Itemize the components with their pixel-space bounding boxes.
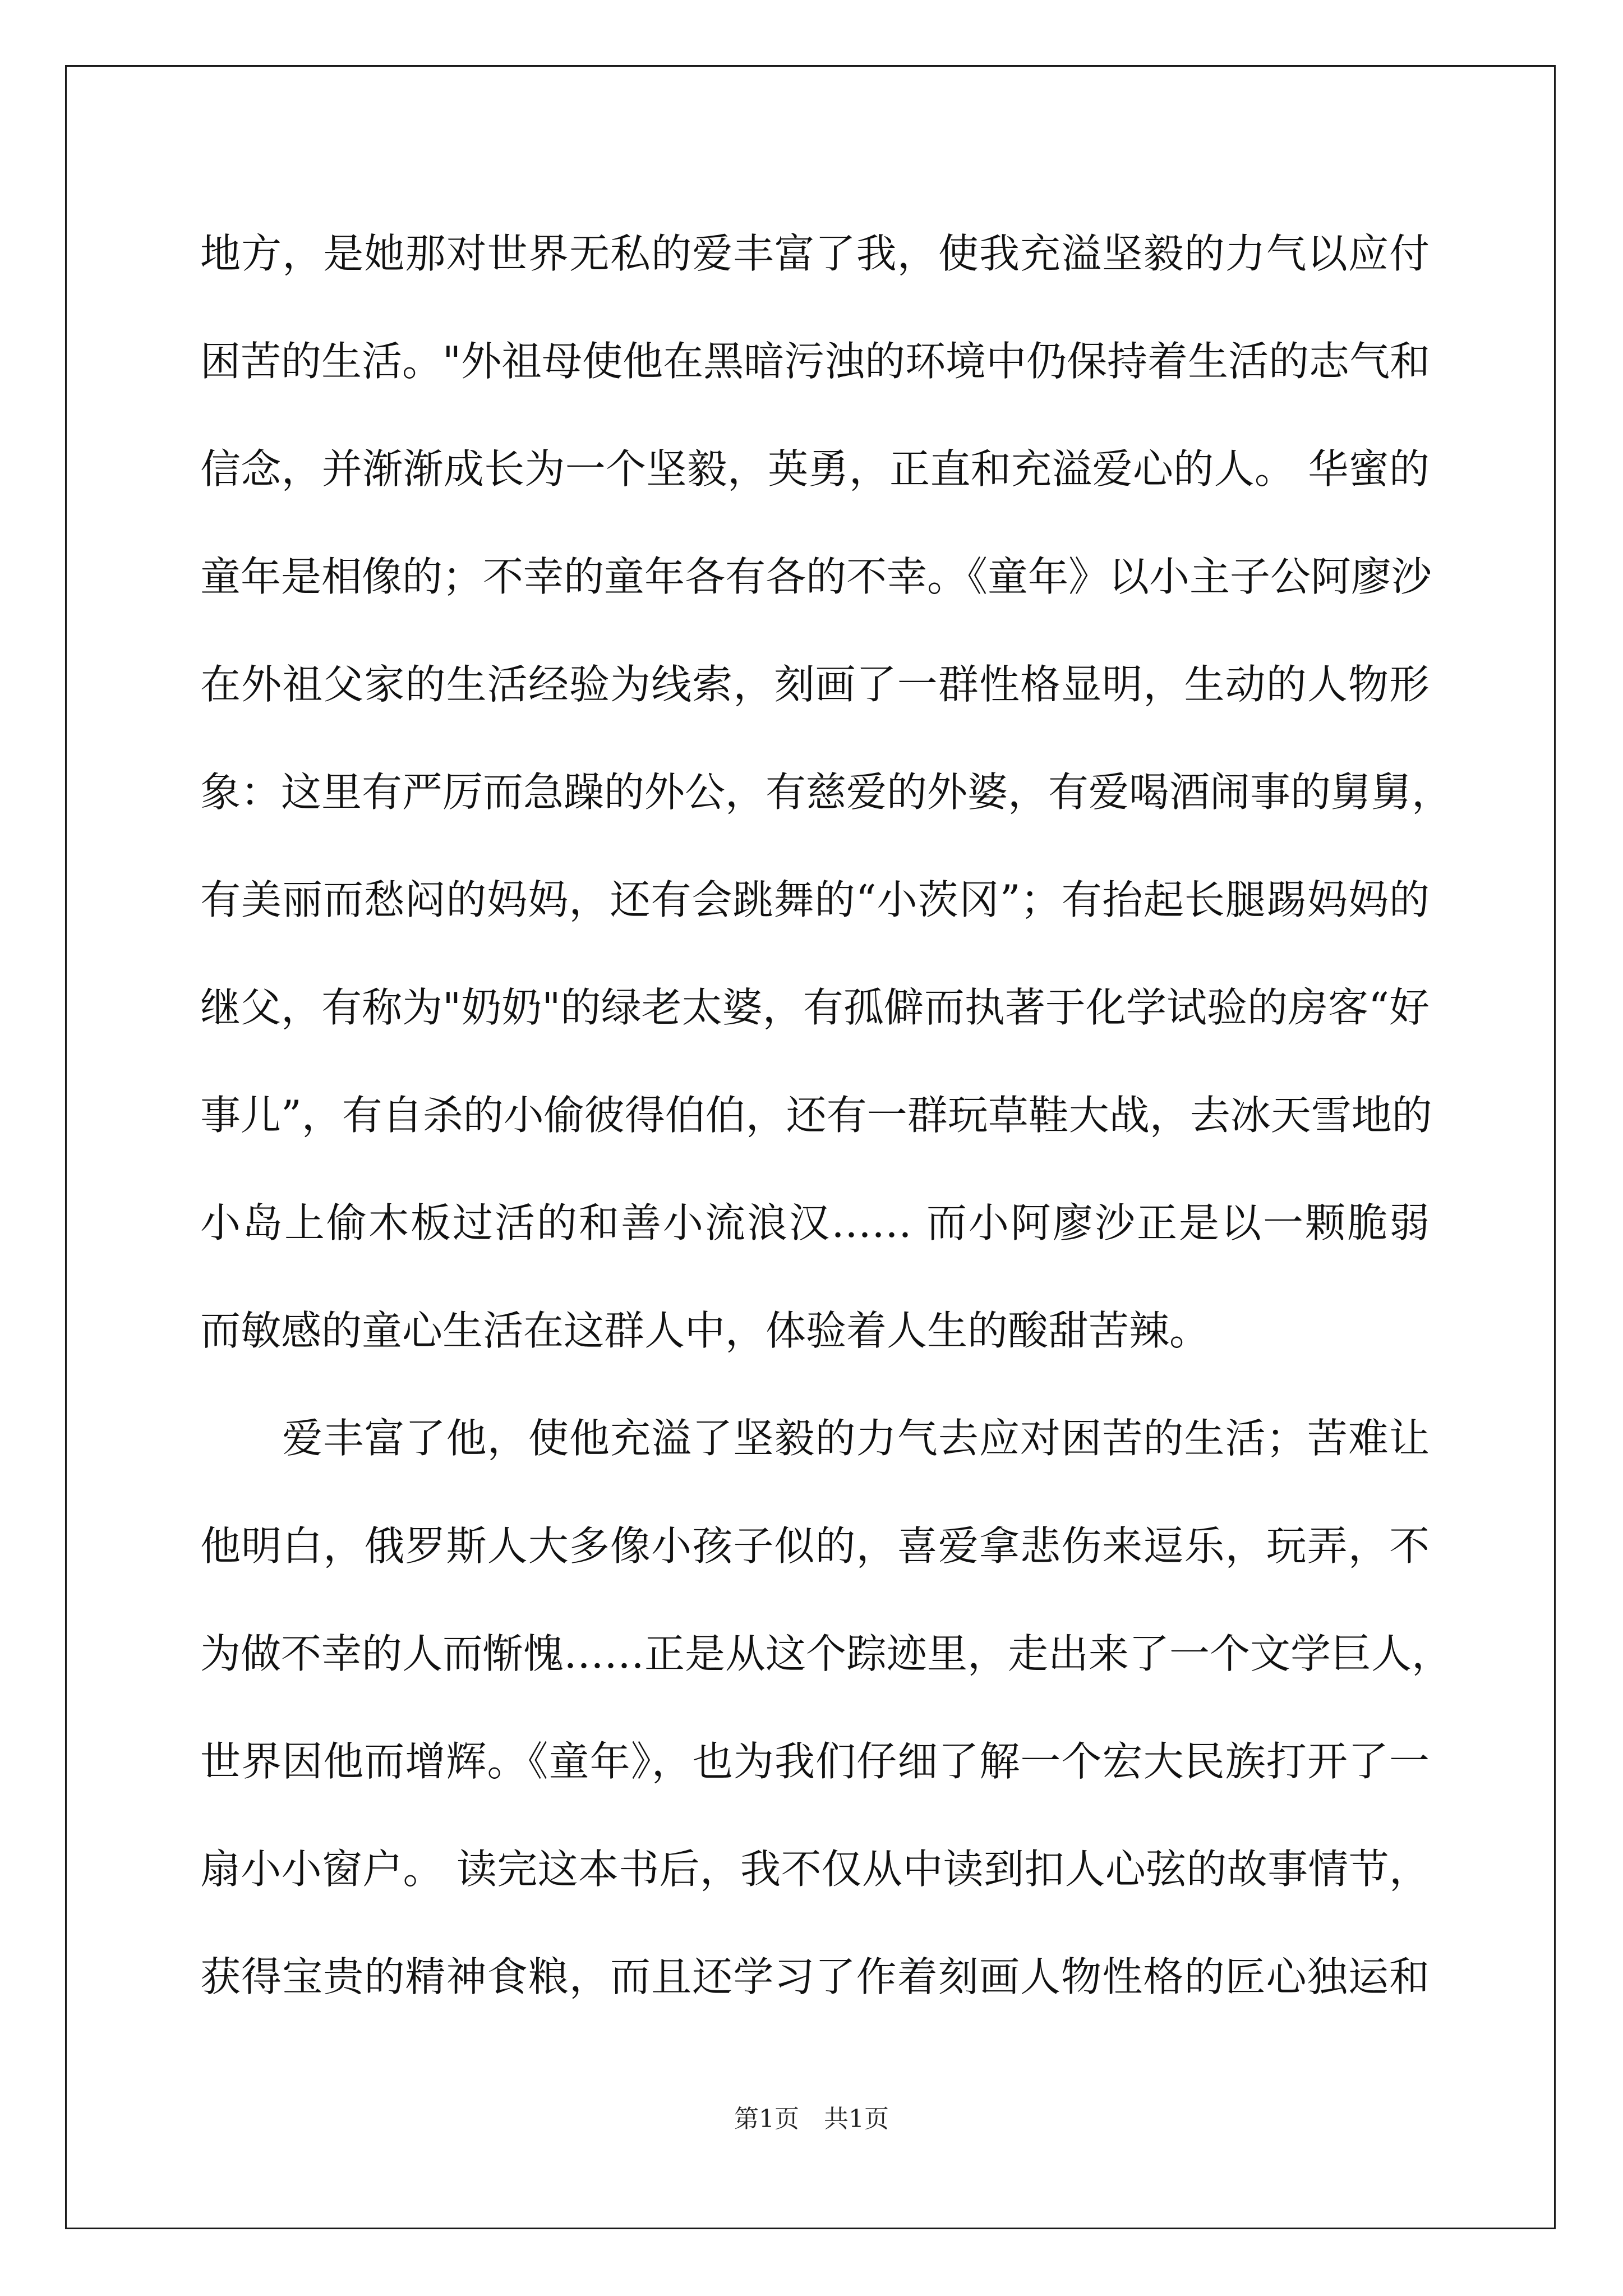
- text-line: 童年是相像的；不幸的童年各有各的不幸。《童年》以小主子公阿廖沙: [200, 553, 1432, 600]
- text-line: 信念，并渐渐成长为一个坚毅，英勇，正直和充溢爱心的人。 华蜜的: [200, 445, 1430, 493]
- page-number-footer: 第1页 共1页: [734, 2105, 889, 2133]
- text-line: 事儿”，有自杀的小偷彼得伯伯，还有一群玩草鞋大战，去冰天雪地的: [200, 1092, 1432, 1139]
- text-line: 获得宝贵的精神食粮，而且还学习了作着刻画人物性格的匠心独运和: [200, 1953, 1430, 2000]
- text-line: 地方，是她那对世界无私的爱丰富了我，使我充溢坚毅的力气以应付: [200, 230, 1430, 277]
- body-text: [200, 200, 1453, 2031]
- text-line: 在外祖父家的生活经验为线索，刻画了一群性格显明，生动的人物形: [200, 661, 1430, 708]
- text-line: 小岛上偷木板过活的和善小流浪汉…… 而小阿廖沙正是以一颗脆弱: [200, 1199, 1430, 1246]
- text-line: 他明白，俄罗斯人大多像小孩子似的，喜爱拿悲伤来逗乐，玩弄，不: [200, 1522, 1430, 1570]
- text-line: 继父，有称为"奶奶"的绿老太婆，有孤僻而执著于化学试验的房客“好: [200, 984, 1430, 1031]
- text-line: 困苦的生活。"外祖母使他在黑暗污浊的环境中仍保持着生活的志气和: [200, 338, 1431, 385]
- text-line-paragraph-end: 而敏感的童心生活在这群人中，体验着人生的酸甜苦辣。: [200, 1307, 1210, 1354]
- text-line-paragraph-start: 爱丰富了他，使他充溢了坚毅的力气去应对困苦的生活；苦难让: [200, 1415, 1430, 1462]
- text-line: 扇小小窗户。 读完这本书后，我不仅从中读到扣人心弦的故事情节，: [200, 1846, 1430, 1893]
- text-line: 世界因他而增辉。《童年》，也为我们仔细了解一个宏大民族打开了一: [200, 1738, 1430, 1785]
- text-line: 有美丽而愁闷的妈妈，还有会跳舞的“小茨冈”；有抬起长腿踢妈妈的: [200, 876, 1430, 923]
- text-line: 为做不幸的人而惭愧……正是从这个踪迹里，走出来了一个文学巨人，: [200, 1630, 1453, 1677]
- text-line: 象：这里有严厉而急躁的外公，有慈爱的外婆，有爱喝酒闹事的舅舅，: [200, 769, 1453, 816]
